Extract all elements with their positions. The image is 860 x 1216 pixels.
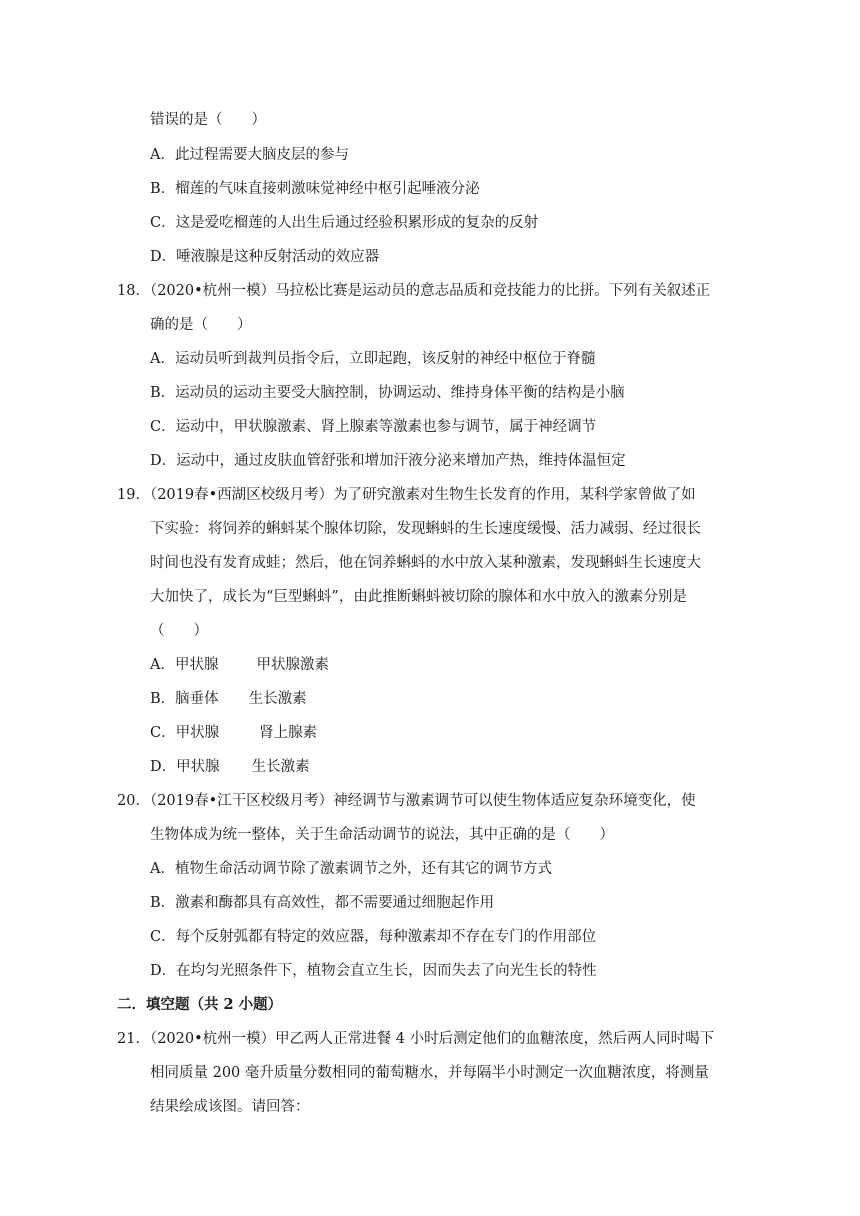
q21-stem-line1: 21．（2020•杭州一模）甲乙两人正常进餐 4 小时后测定他们的血糖浓度，然后两人同时喝下	[117, 1031, 715, 1047]
q17-option-c: C．这是爱吃榴莲的人出生后通过经验积累形成的复杂的反射	[150, 215, 539, 231]
q17-option-b: B．榴莲的气味直接刺激味觉神经中枢引起唾液分泌	[150, 181, 480, 197]
q18-option-d: D．运动中，通过皮肤血管舒张和增加汗液分泌来增加产热，维持体温恒定	[150, 453, 626, 469]
q19-stem-line3: 时间也没有发育成蛙；然后，他在饲养蝌蚪的水中放入某种激素，发现蝌蚪生长速度大	[150, 555, 701, 571]
q20-option-d: D．在均匀光照条件下，植物会直立生长，因而失去了向光生长的特性	[150, 963, 597, 979]
q19-option-d-hormone: 生长激素	[251, 759, 310, 775]
q19-option-a	[150, 655, 329, 675]
q19-stem-line1: 19．（2019春•西湖区校级月考）为了研究激素对生物生长发育的作用，某科学家曾做了如	[117, 487, 696, 503]
section-heading-fill-in: 二．填空题（共 2 小题）	[117, 996, 283, 1013]
q19-option-d-gland: D．甲状腺	[150, 759, 220, 775]
q20-stem-line2: 生物体成为统一整体，关于生命活动调节的说法，其中正确的是（ ）	[150, 827, 614, 843]
q19-option-d	[150, 757, 310, 777]
q21-stem-line3: 结果绘成该图。请回答：	[150, 1099, 310, 1115]
q18-option-b: B．运动员的运动主要受大脑控制，协调运动、维持身体平衡的结构是小脑	[150, 385, 625, 401]
q18-option-a: A．运动员听到裁判员指令后，立即起跑，该反射的神经中枢位于脊髓	[150, 351, 596, 367]
q19-option-b	[150, 689, 307, 709]
q20-option-a: A．植物生命活动调节除了激素调节之外，还有其它的调节方式	[150, 861, 552, 877]
q17-option-d: D．唾液腺是这种反射活动的效应器	[150, 249, 380, 265]
q20-option-b: B．激素和酶都具有高效性，都不需要通过细胞起作用	[150, 895, 495, 911]
q17-option-a: A．此过程需要大脑皮层的参与	[150, 147, 349, 163]
q19-stem-line2: 下实验：将饲养的蝌蚪某个腺体切除，发现蝌蚪的生长速度缓慢、活力减弱、经过很长	[150, 521, 701, 537]
q19-option-a-gland: A．甲状腺	[150, 657, 219, 673]
q17-stem-continuation: 错误的是（ ）	[150, 112, 266, 128]
q19-stem-line4: 大加快了，成长为“巨型蝌蚪”，由此推断蝌蚪被切除的腺体和水中放入的激素分别是	[150, 589, 687, 605]
q19-option-c	[150, 723, 317, 743]
q19-option-a-hormone: 甲状腺激素	[256, 657, 329, 673]
q18-stem-line2: 确的是（ ）	[150, 317, 252, 333]
q19-option-c-hormone: 肾上腺素	[259, 725, 318, 741]
q18-option-c: C．运动中，甲状腺激素、肾上腺素等激素也参与调节，属于神经调节	[150, 419, 597, 435]
q19-stem-line5: （ ）	[150, 623, 208, 639]
q19-option-b-hormone: 生长激素	[248, 691, 307, 707]
q21-stem-line2: 相同质量 200 毫升质量分数相同的葡萄糖水，并每隔半小时测定一次血糖浓度，将测量	[150, 1065, 709, 1081]
q20-option-c: C．每个反射弧都有特定的效应器，每种激素却不存在专门的作用部位	[150, 929, 597, 945]
q20-stem-line1: 20．（2019春•江干区校级月考）神经调节与激素调节可以使生物体适应复杂环境变化，使	[117, 793, 696, 809]
q19-option-c-gland: C．甲状腺	[150, 725, 220, 741]
q18-stem-line1: 18．（2020•杭州一模）马拉松比赛是运动员的意志品质和竞技能力的比拼。下列有关叙述正	[117, 283, 711, 299]
q19-option-b-gland: B．脑垂体	[150, 691, 219, 707]
